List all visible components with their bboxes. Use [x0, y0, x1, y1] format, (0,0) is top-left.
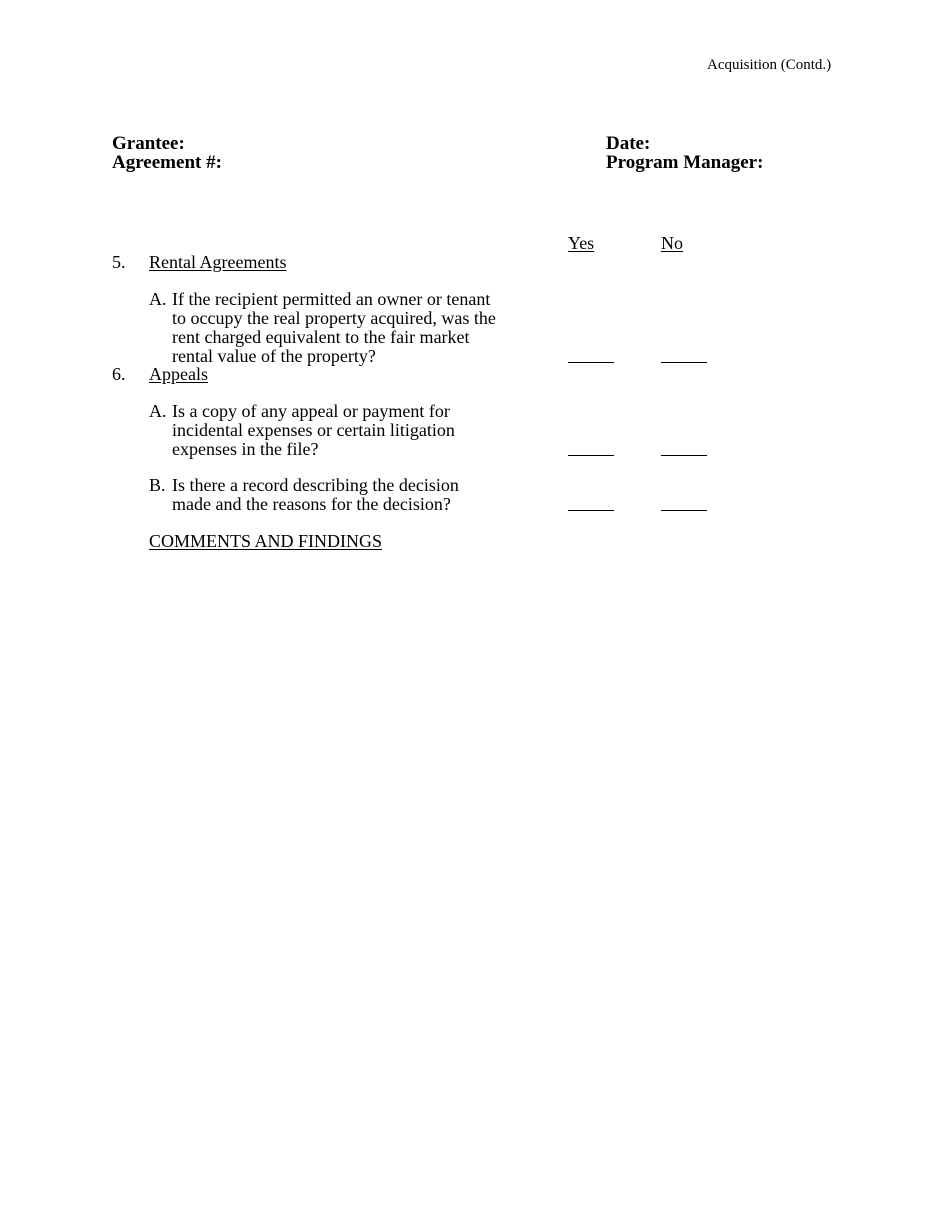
- yes-answer-blank[interactable]: [568, 362, 614, 363]
- question-line: If the recipient permitted an owner or tenant: [172, 289, 491, 309]
- no-answer-blank[interactable]: [661, 510, 707, 511]
- yes-column-header: Yes: [568, 233, 595, 253]
- yes-answer-blank[interactable]: [568, 510, 614, 511]
- section-title-appeals: Appeals: [149, 364, 208, 384]
- no-column-header: No: [661, 233, 683, 253]
- no-answer-blank[interactable]: [661, 455, 707, 456]
- question-line: rental value of the property?: [172, 346, 376, 366]
- question-line: Is a copy of any appeal or payment for: [172, 401, 450, 421]
- grantee-label: Grantee:: [112, 133, 185, 154]
- question-letter: A.: [149, 289, 167, 309]
- date-label: Date:: [606, 133, 651, 154]
- section-number: 5.: [112, 252, 126, 272]
- no-answer-blank[interactable]: [661, 362, 707, 363]
- comments-and-findings-heading: COMMENTS AND FINDINGS: [149, 531, 383, 551]
- question-letter: B.: [149, 475, 166, 495]
- running-head: Acquisition (Contd.): [707, 57, 832, 73]
- question-line: incidental expenses or certain litigation: [172, 420, 455, 440]
- question-line: rent charged equivalent to the fair market: [172, 327, 470, 347]
- section-title-rental-agreements: Rental Agreements: [149, 252, 287, 272]
- section-number: 6.: [112, 364, 126, 384]
- program-manager-label: Program Manager:: [606, 152, 764, 173]
- question-letter: A.: [149, 401, 167, 421]
- question-line: made and the reasons for the decision?: [172, 494, 451, 514]
- agreement-label: Agreement #:: [112, 152, 222, 173]
- yes-answer-blank[interactable]: [568, 455, 614, 456]
- question-line: Is there a record describing the decision: [172, 475, 459, 495]
- question-line: expenses in the file?: [172, 439, 319, 459]
- question-line: to occupy the real property acquired, was the: [172, 308, 496, 328]
